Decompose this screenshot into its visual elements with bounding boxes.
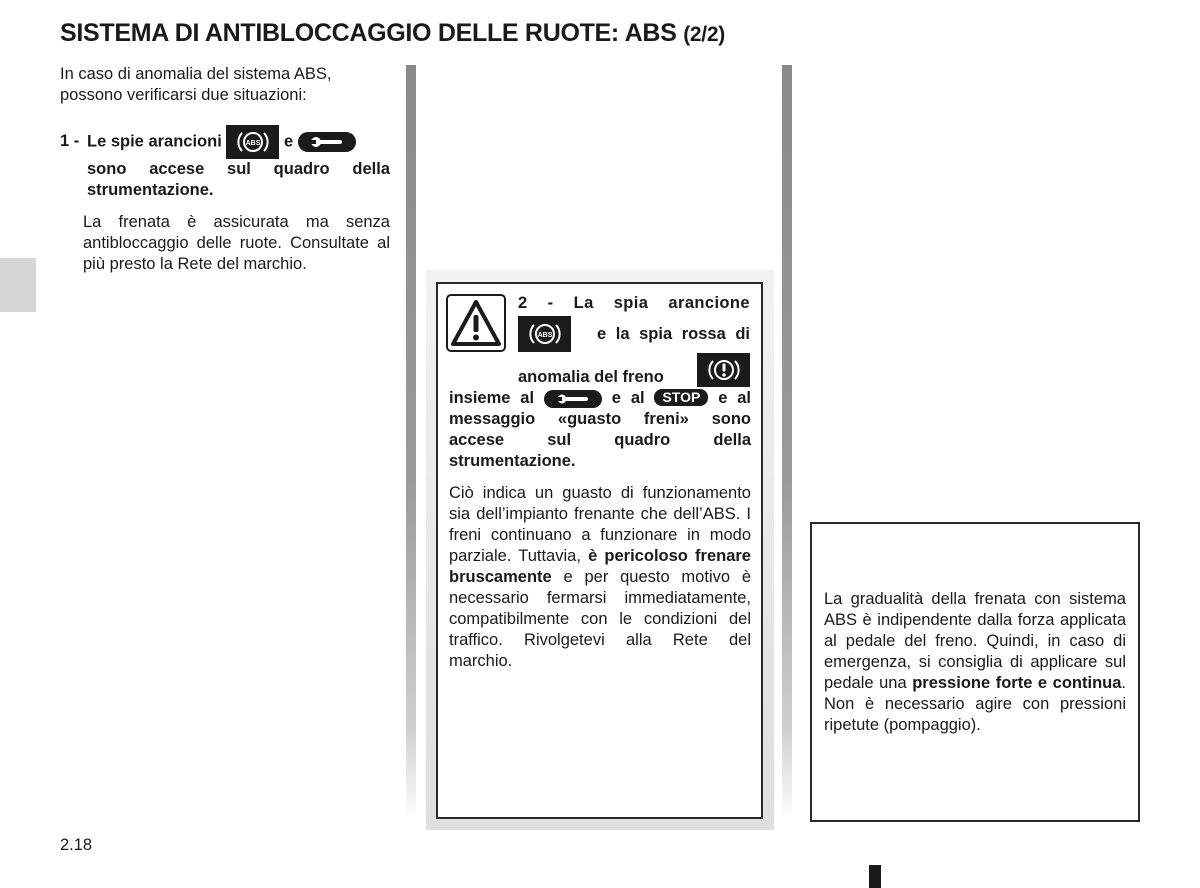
abs-warning-light-icon <box>226 125 279 159</box>
warning-line-2 <box>518 316 750 352</box>
brake-fault-icon <box>697 353 750 387</box>
warning-heading-body <box>449 388 751 472</box>
abs-warning-light-icon <box>518 316 571 352</box>
title-text: SISTEMA DI ANTIBLOCCAGGIO DELLE RUOTE: ABS <box>60 19 677 47</box>
abs-icon-text: ABS <box>245 140 261 147</box>
warning-word-arancione: arancione <box>668 294 750 312</box>
service-wrench-icon <box>298 132 356 152</box>
column-separator-left <box>406 65 416 820</box>
info-text-bold: pressione forte e continua <box>912 674 1122 692</box>
warning-body-bold: è pericoloso frenare bruscamente <box>449 547 751 586</box>
warning-body-a: Ciò indica un guasto di funzionamento sia dell’impianto frenante che dell’ABS. I freni continuano a funzionare in modo parziale. Tuttavia, <box>449 484 751 565</box>
stop-light-icon: STOP <box>654 389 708 406</box>
footer-marker <box>869 865 881 888</box>
warning-number: 2 <box>518 294 528 312</box>
warning-body-b: e per questo motivo è necessario fermarsi immediatamente, compatibilmente con le condizioni del traffico. Rivolgetevi alla Rete del marchio. <box>449 568 751 670</box>
warning-word-la: La <box>573 294 594 312</box>
warning-body <box>449 483 751 672</box>
service-wrench-icon <box>544 390 602 408</box>
info-text <box>824 589 1126 736</box>
warning-line-3 <box>518 353 750 387</box>
warning-line-4-b: e al <box>611 389 645 407</box>
page-title <box>60 19 725 48</box>
warning-word-spia: spia <box>613 294 649 312</box>
warning-triangle-icon <box>446 294 506 352</box>
intro-text: In caso di anomalia del sistema ABS, possono verificarsi due situazioni: <box>60 65 332 104</box>
left-column <box>60 64 390 275</box>
warning-line-1 <box>518 292 750 314</box>
abs-icon-text: ABS <box>537 332 552 339</box>
title-page-part: (2/2) <box>683 23 725 46</box>
warning-line-3-text: anomalia del freno <box>518 368 664 386</box>
section-thumb-tab <box>0 258 36 312</box>
warning-line-4-a: insieme al <box>449 389 535 407</box>
item-1-head-b: e <box>283 132 294 151</box>
item-1-number: 1 - <box>60 132 80 151</box>
page-number: 2.18 <box>60 836 93 854</box>
column-separator-right <box>782 65 792 820</box>
info-text-a: La gradualità della frenata con sistema ABS è indipendente dalla forza applicata al pedale del freno. Quindi, in caso di emergenza, si consiglia di applicare sul pedale una <box>824 590 1126 692</box>
warning-dash: - <box>547 294 554 312</box>
warning-line-4-c: e al messaggio «guasto freni» sono accese sul quadro della strumentazione. <box>449 389 751 470</box>
item-1-body: La frenata è assicurata ma senza antibloccaggio delle ruote. Consultate al più presto la Rete del marchio. <box>83 213 390 273</box>
item-1-heading <box>60 125 390 201</box>
item-1-head-c: sono accese sul quadro della strumentazione. <box>87 160 390 199</box>
item-1-head-a: Le spie arancioni <box>87 132 222 151</box>
info-text-b: . Non è necessario agire con pressioni ripetute (pompaggio). <box>824 674 1126 734</box>
warning-line-2-text: e la spia rossa di <box>597 324 750 343</box>
